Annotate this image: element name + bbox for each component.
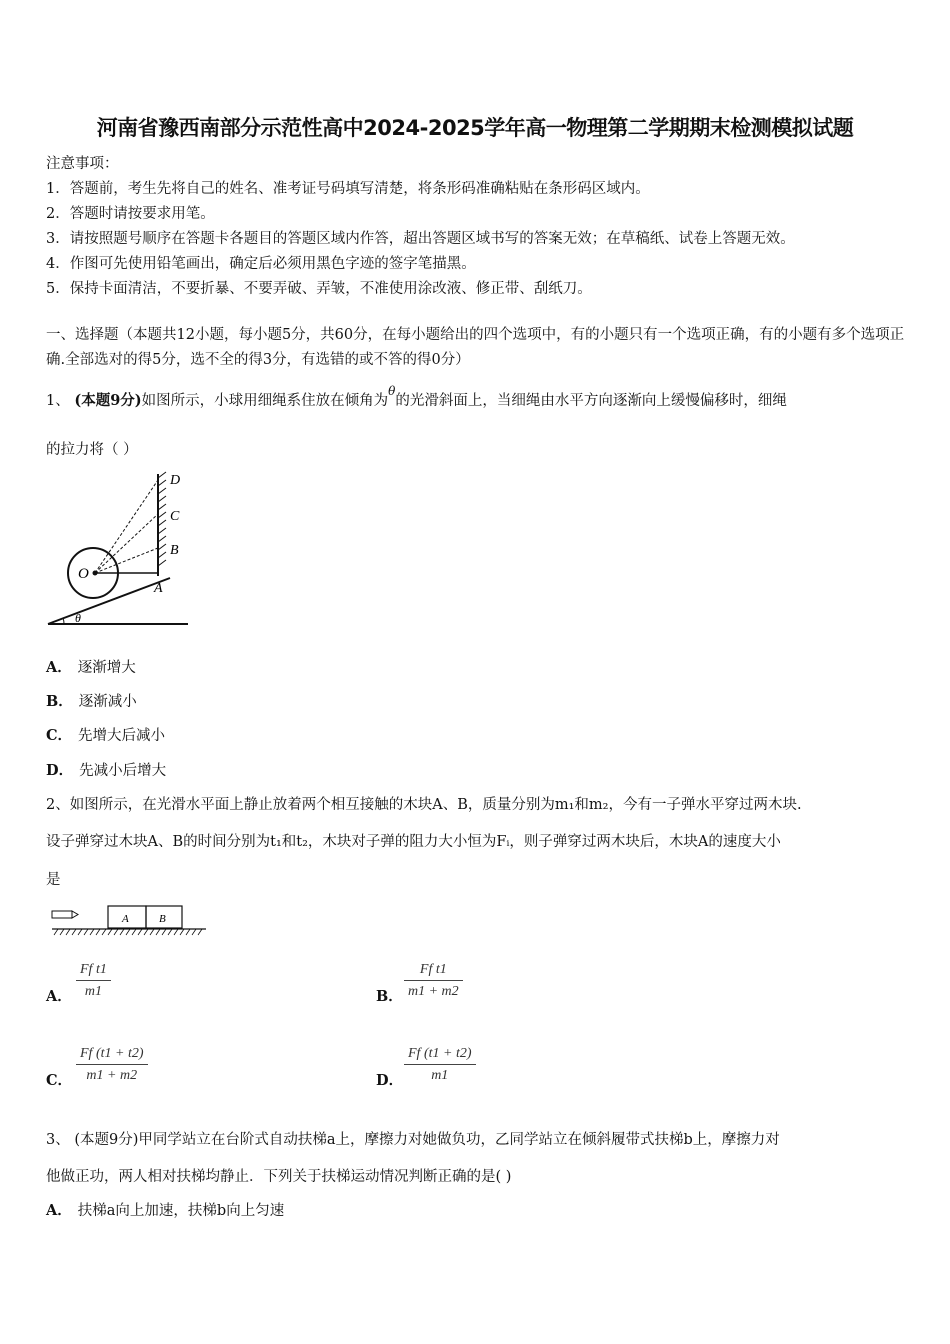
q2-option-c-letter[interactable]: C． — [46, 1072, 73, 1089]
section-heading: 一、选择题（本题共12小题，每小题5分，共60分，在每小题给出的四个选项中，有的小题只有一个选项正确，有的小题有多个选项正确.全部选对的得5分，选不全的得3分，有选错的或不答的得0分） — [46, 327, 905, 368]
q1-option-a[interactable] — [46, 656, 136, 677]
q2-figure — [46, 902, 216, 942]
q1-score: (本题9分) — [74, 392, 142, 409]
q2-option-b-fraction — [404, 962, 463, 1000]
label-d: D — [170, 473, 181, 488]
option-text: 逐渐增大 — [77, 660, 136, 676]
notice-item-2: 2．答题时请按要求用笔。 — [46, 206, 215, 222]
label-b: B — [170, 543, 179, 558]
option-text: 逐渐减小 — [78, 694, 137, 710]
option-text: 先增大后减小 — [78, 728, 166, 744]
floor-hatch — [54, 929, 202, 935]
notice-item-4: 4．作图可先使用铅笔画出，确定后必须用黑色字迹的签字笔描黑。 — [46, 256, 476, 272]
notice-item-5: 5．保持卡面清洁，不要折暴、不要弄破、弄皱，不准使用涂改液、修正带、刮纸刀。 — [46, 281, 592, 297]
block-a-label: A — [122, 913, 129, 925]
notice-heading: 注意事项： — [46, 156, 119, 172]
q1-option-b[interactable] — [46, 690, 137, 711]
q3-option-a[interactable] — [46, 1199, 284, 1220]
q1-option-d[interactable] — [46, 759, 166, 780]
q2-option-d-letter[interactable]: D． — [376, 1072, 404, 1089]
fraction-numerator: Ff t1 — [419, 962, 447, 977]
block-b-label: B — [159, 913, 166, 925]
q1-stem — [46, 384, 787, 410]
bullet-tip — [72, 911, 78, 918]
q2-option-c-fraction — [76, 1046, 148, 1084]
notice-item-3: 3．请按照题号顺序在答题卡各题目的答题区域内作答，超出答题区域书写的答案无效；在草稿纸、试卷上答题无效。 — [46, 231, 795, 247]
fraction-denominator: m1 — [404, 1064, 476, 1084]
q1-number: 1、 — [46, 393, 70, 409]
fraction-denominator: m1 + m2 — [404, 980, 463, 1000]
label-c: C — [170, 509, 180, 524]
q2-stem-3: 是 — [46, 872, 61, 888]
q1-text-b: 的光滑斜面上，当细绳由水平方向逐渐向上缓慢偏移时，细绳 — [395, 393, 787, 409]
q3-stem-2: 他做正功，两人相对扶梯均静止．下列关于扶梯运动情况判断正确的是( ) — [46, 1169, 512, 1185]
fraction-denominator: m1 + m2 — [76, 1064, 148, 1084]
option-letter: D． — [46, 762, 74, 779]
rope-c — [95, 514, 158, 573]
page-title: 河南省豫西南部分示范性高中2024-2025学年高一物理第二学期期末检测模拟试题 — [96, 116, 854, 140]
q1-stem-cont: 的拉力将（ ） — [46, 442, 138, 458]
q2-stem-2: 设子弹穿过木块A、B的时间分别为t₁和t₂，木块对子弹的阻力大小恒为Fᵢ，则子弹穿过两木块后，木块A的速度大小 — [46, 834, 781, 850]
q1-option-c[interactable] — [46, 724, 165, 745]
q2-stem-1: 2、如图所示，在光滑水平面上静止放着两个相互接触的木块A、B，质量分别为m₁和m₂，今有一子弹水平穿过两木块. — [46, 797, 802, 813]
fraction-numerator: Ff t1 — [80, 962, 107, 977]
q2-option-a-letter[interactable]: A． — [46, 988, 72, 1005]
q2-option-a-fraction — [76, 962, 111, 1000]
label-o: O — [78, 566, 89, 582]
fraction-numerator: Ff (t1 + t2) — [408, 1046, 472, 1061]
q2-option-b-letter[interactable]: B． — [376, 988, 403, 1005]
label-theta: θ — [75, 611, 81, 625]
q1-figure — [40, 466, 200, 636]
wall-hatch — [158, 472, 166, 566]
incline-line — [48, 578, 170, 624]
fraction-numerator: Ff (t1 + t2) — [80, 1046, 144, 1061]
bullet-body — [52, 911, 72, 918]
option-text: 扶梯a向上加速，扶梯b向上匀速 — [77, 1203, 285, 1219]
q2-option-d-fraction — [404, 1046, 476, 1084]
option-letter: C． — [46, 727, 73, 744]
fraction-denominator: m1 — [76, 980, 111, 1000]
option-text: 先减小后增大 — [79, 763, 167, 779]
option-letter: B． — [46, 693, 73, 710]
rope-d — [95, 480, 158, 573]
label-a: A — [154, 581, 163, 596]
notice-item-1: 1．答题前，考生先将自己的姓名、准考证号码填写清楚，将条形码准确粘贴在条形码区域内。 — [46, 181, 650, 197]
q3-stem-1: 3、 (本题9分)甲同学站立在台阶式自动扶梯a上，摩擦力对她做负功，乙同学站立在倾斜履带式扶梯b上，摩擦力对 — [46, 1132, 780, 1148]
option-letter: A． — [46, 659, 72, 676]
q1-text-a: 如图所示，小球用细绳系住放在倾角为 — [141, 393, 389, 409]
q1-theta: θ — [388, 384, 396, 398]
option-letter: A． — [46, 1202, 72, 1219]
